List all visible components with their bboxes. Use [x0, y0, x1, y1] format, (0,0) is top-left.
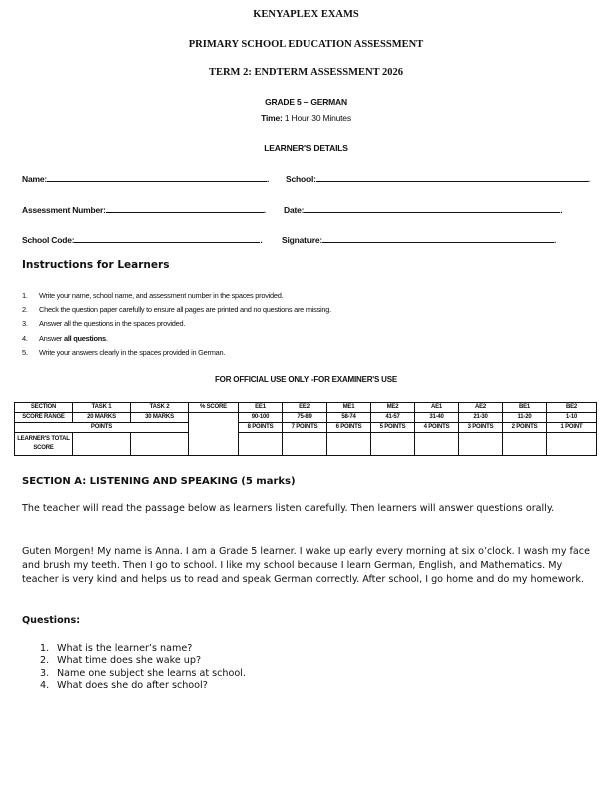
be1-cell[interactable]	[503, 433, 547, 456]
question-text: Name one subject she learns at school.	[57, 667, 246, 679]
school-code-line[interactable]	[74, 233, 263, 245]
instruction-text: Write your answers clearly in the spaces provided in German.	[39, 347, 226, 357]
name-field[interactable]	[22, 172, 269, 184]
time-label: Time:	[261, 113, 283, 123]
dot: .	[266, 174, 270, 184]
ae1-cell[interactable]	[415, 433, 459, 456]
question-item	[40, 668, 246, 680]
section-a-title: SECTION A: LISTENING AND SPEAKING (5 marks)	[22, 476, 296, 487]
table-cell: 4 POINTS	[415, 423, 459, 433]
questions-title: Questions:	[22, 615, 81, 626]
instruction-text: Check the question paper carefully to ensure all pages are printed and no questions are missing.	[39, 305, 331, 315]
table-cell: AE1	[415, 403, 459, 413]
table-cell: 7 POINTS	[283, 423, 327, 433]
question-item	[40, 680, 246, 692]
table-cell: 2 POINTS	[503, 423, 547, 433]
school-label: School:	[286, 174, 316, 184]
instruction-number: 5.	[22, 347, 28, 357]
question-number: 1.	[40, 643, 50, 654]
learner-total-score-label: LEARNER'S TOTAL SCORE	[15, 433, 73, 456]
listening-passage: Guten Morgen! My name is Anna. I am a Grade 5 learner. I wake up early every morning at six o’clock. I wash my face and brush my teeth. Then I go to school. I like my school because I learn German, English, and Mathematics. My teacher is very kind and helps us to read and speak German correctly. After school, I go home and do my homework.	[22, 546, 590, 586]
time-value: 1 Hour 30 Minutes	[282, 113, 351, 123]
exam-body-title: KENYAPLEX EXAMS	[253, 9, 359, 20]
questions-list	[40, 643, 246, 693]
question-text: What is the learner’s name?	[57, 643, 193, 654]
table-cell: BE2	[547, 403, 597, 413]
table-cell: BE1	[503, 403, 547, 413]
be2-cell[interactable]	[547, 433, 597, 456]
table-cell: POINTS	[15, 423, 189, 433]
question-item	[40, 655, 246, 667]
table-cell: 20 MARKS	[73, 413, 131, 423]
ae2-cell[interactable]	[459, 433, 503, 456]
instruction-number: 1.	[22, 291, 28, 300]
table-cell: 8 POINTS	[239, 423, 283, 433]
date-line[interactable]	[304, 203, 563, 215]
instruction-item	[22, 317, 331, 331]
time-allowed	[0, 113, 612, 123]
ee2-cell[interactable]	[283, 433, 327, 456]
signature-label: Signature:	[282, 235, 323, 245]
instruction-text: .	[105, 333, 108, 343]
table-cell: % SCORE	[189, 403, 239, 413]
table-row	[15, 433, 597, 456]
table-cell: 3 POINTS	[459, 423, 503, 433]
dot: .	[263, 205, 266, 215]
percent-score-cell[interactable]	[189, 413, 239, 456]
table-cell: 11-20	[503, 413, 547, 423]
instruction-text: Answer all the questions in the spaces provided.	[39, 319, 186, 329]
signature-field[interactable]	[282, 233, 556, 245]
name-label: Name:	[22, 174, 47, 184]
table-cell: 21-30	[459, 413, 503, 423]
table-cell: 30 MARKS	[131, 413, 189, 423]
table-cell: 1 POINT	[547, 423, 597, 433]
table-cell: 75-89	[283, 413, 327, 423]
grade-subject: GRADE 5 – GERMAN	[265, 97, 347, 107]
question-text: What does she do after school?	[57, 680, 208, 692]
dot: .	[260, 235, 263, 245]
instruction-item	[22, 289, 331, 303]
term-title: TERM 2: ENDTERM ASSESSMENT 2026	[208, 67, 404, 78]
instructions-list	[22, 289, 331, 360]
table-cell: 90-100	[239, 413, 283, 423]
table-cell: TASK 1	[73, 403, 131, 413]
table-cell: EE2	[283, 403, 327, 413]
instructions-title: Instructions for Learners	[22, 259, 170, 271]
official-use-heading: FOR OFFICIAL USE ONLY -FOR EXAMINER'S USE	[214, 375, 398, 384]
date-field[interactable]	[284, 203, 562, 215]
assessment-number-line[interactable]	[106, 203, 264, 213]
table-cell: 58-74	[327, 413, 371, 423]
table-cell: 41-57	[371, 413, 415, 423]
table-cell: EE1	[239, 403, 283, 413]
instruction-text: Write your name, school name, and assessment number in the spaces provided.	[39, 291, 284, 300]
school-code-label: School Code:	[22, 235, 75, 245]
table-cell: 5 POINTS	[371, 423, 415, 433]
table-cell: 31-40	[415, 413, 459, 423]
ee1-cell[interactable]	[239, 433, 283, 456]
instruction-bold-text: all questions	[63, 333, 106, 343]
instruction-number: 2.	[22, 305, 28, 315]
instruction-item	[22, 346, 331, 360]
question-text: What time does she wake up?	[57, 655, 202, 667]
question-number: 3.	[40, 667, 50, 679]
section-a-intro: The teacher will read the passage below as learners listen carefully. Then learners will answer questions orally.	[22, 503, 555, 514]
school-field[interactable]	[286, 172, 590, 184]
table-cell: AE2	[459, 403, 503, 413]
table-row	[15, 423, 597, 433]
learner-details-heading: LEARNER'S DETAILS	[264, 143, 348, 153]
table-cell: ME1	[327, 403, 371, 413]
signature-line[interactable]	[322, 233, 557, 245]
table-cell: SCORE RANGE	[15, 413, 73, 423]
table-row	[15, 413, 597, 423]
date-label: Date:	[284, 205, 305, 215]
assessment-number-label: Assessment Number:	[22, 205, 106, 215]
table-cell: 6 POINTS	[327, 423, 371, 433]
instruction-text: Answer	[39, 333, 64, 343]
me1-cell[interactable]	[327, 433, 371, 456]
score-table	[14, 402, 597, 456]
school-code-field[interactable]	[22, 233, 263, 245]
table-cell: ME2	[371, 403, 415, 413]
question-number: 4.	[40, 680, 50, 692]
instruction-item	[22, 303, 331, 317]
dot: .	[560, 205, 563, 215]
task1-score-cell[interactable]	[73, 433, 131, 456]
table-cell: 1-10	[547, 413, 597, 423]
table-cell: TASK 2	[131, 403, 189, 413]
table-cell: SECTION	[15, 403, 73, 413]
me2-cell[interactable]	[371, 433, 415, 456]
table-row	[15, 403, 597, 413]
assessment-title: PRIMARY SCHOOL EDUCATION ASSESSMENT	[188, 39, 424, 50]
instruction-number: 3.	[22, 319, 28, 329]
name-line[interactable]	[47, 172, 270, 184]
dot: .	[554, 235, 557, 245]
assessment-number-field[interactable]	[22, 203, 266, 215]
instruction-item	[22, 332, 331, 346]
school-line[interactable]	[316, 172, 588, 182]
instruction-number: 4.	[22, 333, 28, 343]
question-number: 2.	[40, 655, 50, 667]
dot: .	[587, 174, 590, 184]
question-item	[40, 643, 246, 655]
task2-score-cell[interactable]	[131, 433, 189, 456]
